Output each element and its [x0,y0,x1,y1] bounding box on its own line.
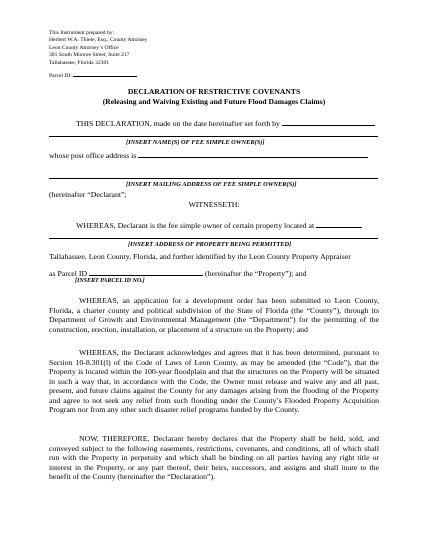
po-address-line [49,150,368,161]
preparer-line: Leon County Attorney’s Office [49,44,119,51]
parcel-id-text: as Parcel ID [49,269,88,278]
whereas-application-text: WHEREAS, an application for a development order has been submitted to Leon County, Florida, a charter county and political subdivision of the State of Florida (the “County”), through its Department of Growth and Environmental Management (the “Department”) for the permitting of the construction, erection, installation, or placement of a structure on the Property; and [49,296,379,334]
declaration-intro-text: THIS DECLARATION, made on the date hereinafter set forth by [76,119,280,128]
insert-mailing-address-caption: [INSERT MAILING ADDRESS OF FEE SIMPLE OWNER(S)] [126,180,297,188]
witnesseth-heading: WITNESSETH: [188,200,240,209]
whereas-acknowledges-text: WHEREAS, the Declarant acknowledges and agrees that it has been determined, pursuant to Section 10-8.301(l) of the Code of Laws of Leon County, as may be amended (the “Code”), that the Property is located within the 100-year floodplain and that the structures on the Property will be situated in such a way that, in accordance with the Code, the Owner must release and waive any and all past, present, and future claims against the County for any damages arising from the flooding of the Property and agree to not seek any relief from such flooding under the County’s Flooded Property Acquisition Program nor from any other such disaster relief programs funded by the County. [49,348,379,415]
parcel-id-number-blank[interactable] [89,268,203,276]
insert-property-address-caption: [INSERT ADDRESS OF PROPERTY BEING PERMITTED] [128,241,292,248]
preparer-line: Tallahassee, Florida 32301 [49,59,110,66]
declaration-intro [76,118,375,129]
whereas-located-text: WHEREAS, Declarant is the fee simple owner of certain property located at [76,221,315,230]
hereinafter-declarant: (hereinafter “Declarant”; [49,190,127,199]
parcel-id-label: Parcel ID: [49,73,72,79]
whereas-application-paragraph [49,296,379,334]
now-therefore-paragraph [49,434,379,482]
now-therefore-text: NOW, THEREFORE, Declarant hereby declares that the Property shall be held, sold, and conveyed subject to the following easements, restrictions, covenants, and conditions, all of which shall run with the Property in perpetuity and which shall be binding on all parties having any right title or interest in the Property, or any part thereof, their heirs, successors, and assigns and shall inure to the benefit of the County (hereinafter the “Declaration”). [49,434,379,482]
preparer-line: Herbert W.A. Thiele, Esq., County Attorney [49,37,148,44]
property-address-rule[interactable] [49,238,378,239]
parcel-id-blank[interactable] [73,71,137,77]
preparer-line: This Instrument prepared by: [49,30,115,36]
po-address-blank[interactable] [138,150,368,158]
preparer-line: 301 South Monroe Street, Suite 217 [49,52,130,59]
declarant-name-blank[interactable] [282,118,375,126]
po-address-label: whose post office address is [49,151,137,160]
preparer-block [49,30,147,67]
whereas-located-line [76,220,362,231]
parcel-id-header [49,71,137,80]
whereas-acknowledges-paragraph [49,348,379,415]
property-location-blank[interactable] [316,220,362,228]
document-title: DECLARATION OF RESTRICTIVE COVENANTS [127,87,301,96]
insert-owner-names-caption: [INSERT NAME(S) OF FEE SIMPLE OWNER(S)] [126,138,265,146]
insert-parcel-id-caption: [INSERT PARCEL ID NO.] [75,278,145,284]
document-subtitle: (Releasing and Waiving Existing and Future Flood Damages Claims) [102,96,326,106]
owner-name-rule[interactable] [49,136,378,137]
mailing-address-rule[interactable] [49,178,378,179]
parcel-id-suffix: (hereinafter the “Property”); and [205,269,307,278]
tallahassee-line: Tallahassee, Leon County, Florida, and further identified by the Leon County Property Appraiser [49,252,351,261]
